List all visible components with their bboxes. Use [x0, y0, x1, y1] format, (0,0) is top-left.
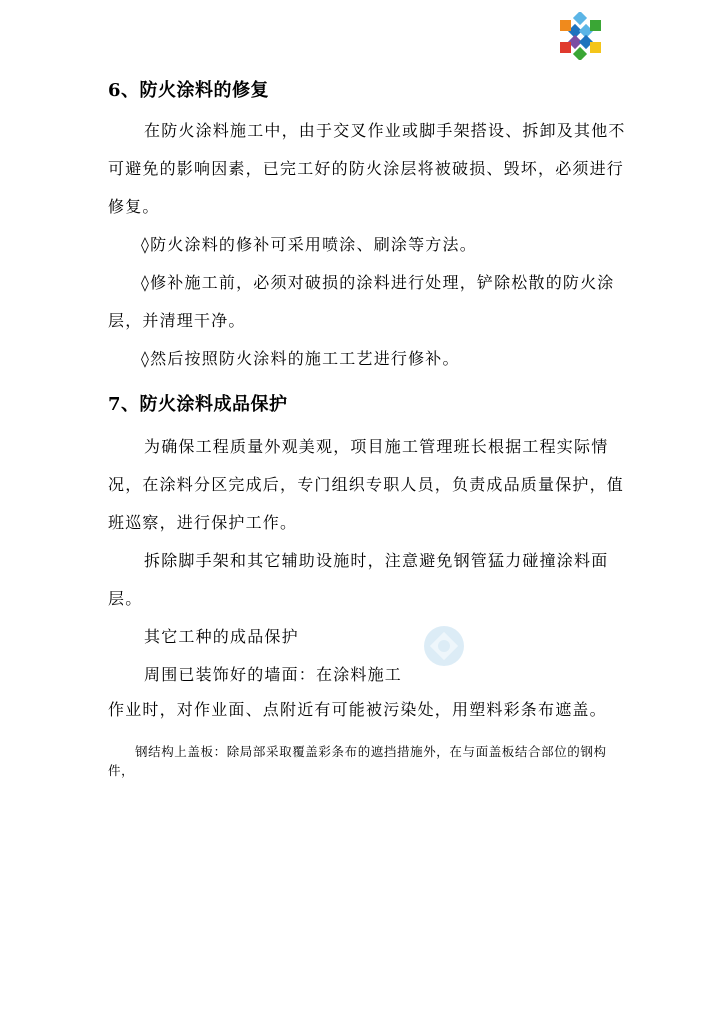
- footnote-line-1: 钢结构上盖板：除局部采取覆盖彩条布的遮挡措施外，在与面盖板结合部位的钢构: [135, 744, 607, 759]
- section-7-line-8: 作业时，对作业面、点附近有可能被污染处，用塑料彩条布遮盖。: [108, 700, 607, 719]
- section-6-bullet-3: ◊然后按照防火涂料的施工工艺进行修补。: [141, 349, 460, 368]
- section-6-bullet-2-cont: 层，并清理干净。: [108, 311, 246, 330]
- section-7-line-2: 况，在涂料分区完成后，专门组织专职人员，负责成品质量保护，值: [108, 475, 625, 494]
- footnote-line-2: 件，: [108, 763, 135, 778]
- section-7-line-1: 为确保工程质量外观美观，项目施工管理班长根据工程实际情: [144, 437, 609, 456]
- section-6-bullet-1: ◊防火涂料的修补可采用喷涂、刷涂等方法。: [141, 235, 477, 254]
- section-7-line-7: 周围已装饰好的墙面：在涂料施工: [144, 665, 403, 684]
- watermark-logo: [420, 622, 468, 670]
- section-6-bullet-2: ◊修补施工前，必须对破损的涂料进行处理，铲除松散的防火涂: [141, 273, 615, 292]
- section-7-line-3: 班巡察，进行保护工作。: [108, 513, 298, 532]
- section-6-line-3: 修复。: [108, 197, 160, 216]
- section-7-heading: 7、防火涂料成品保护: [108, 394, 288, 415]
- section-7-line-4: 拆除脚手架和其它辅助设施时，注意避免钢管猛力碰撞涂料面: [144, 551, 609, 570]
- section-6-line-2: 可避免的影响因素，已完工好的防火涂层将被破损、毁坏，必须进行: [108, 159, 625, 178]
- section-6-line-1: 在防火涂料施工中，由于交叉作业或脚手架搭设、拆卸及其他不: [144, 121, 626, 140]
- section-7-line-5: 层。: [108, 589, 143, 608]
- section-6-heading: 6、防火涂料的修复: [108, 80, 270, 101]
- section-7-line-6: 其它工种的成品保护: [144, 627, 299, 646]
- company-logo: [556, 12, 604, 60]
